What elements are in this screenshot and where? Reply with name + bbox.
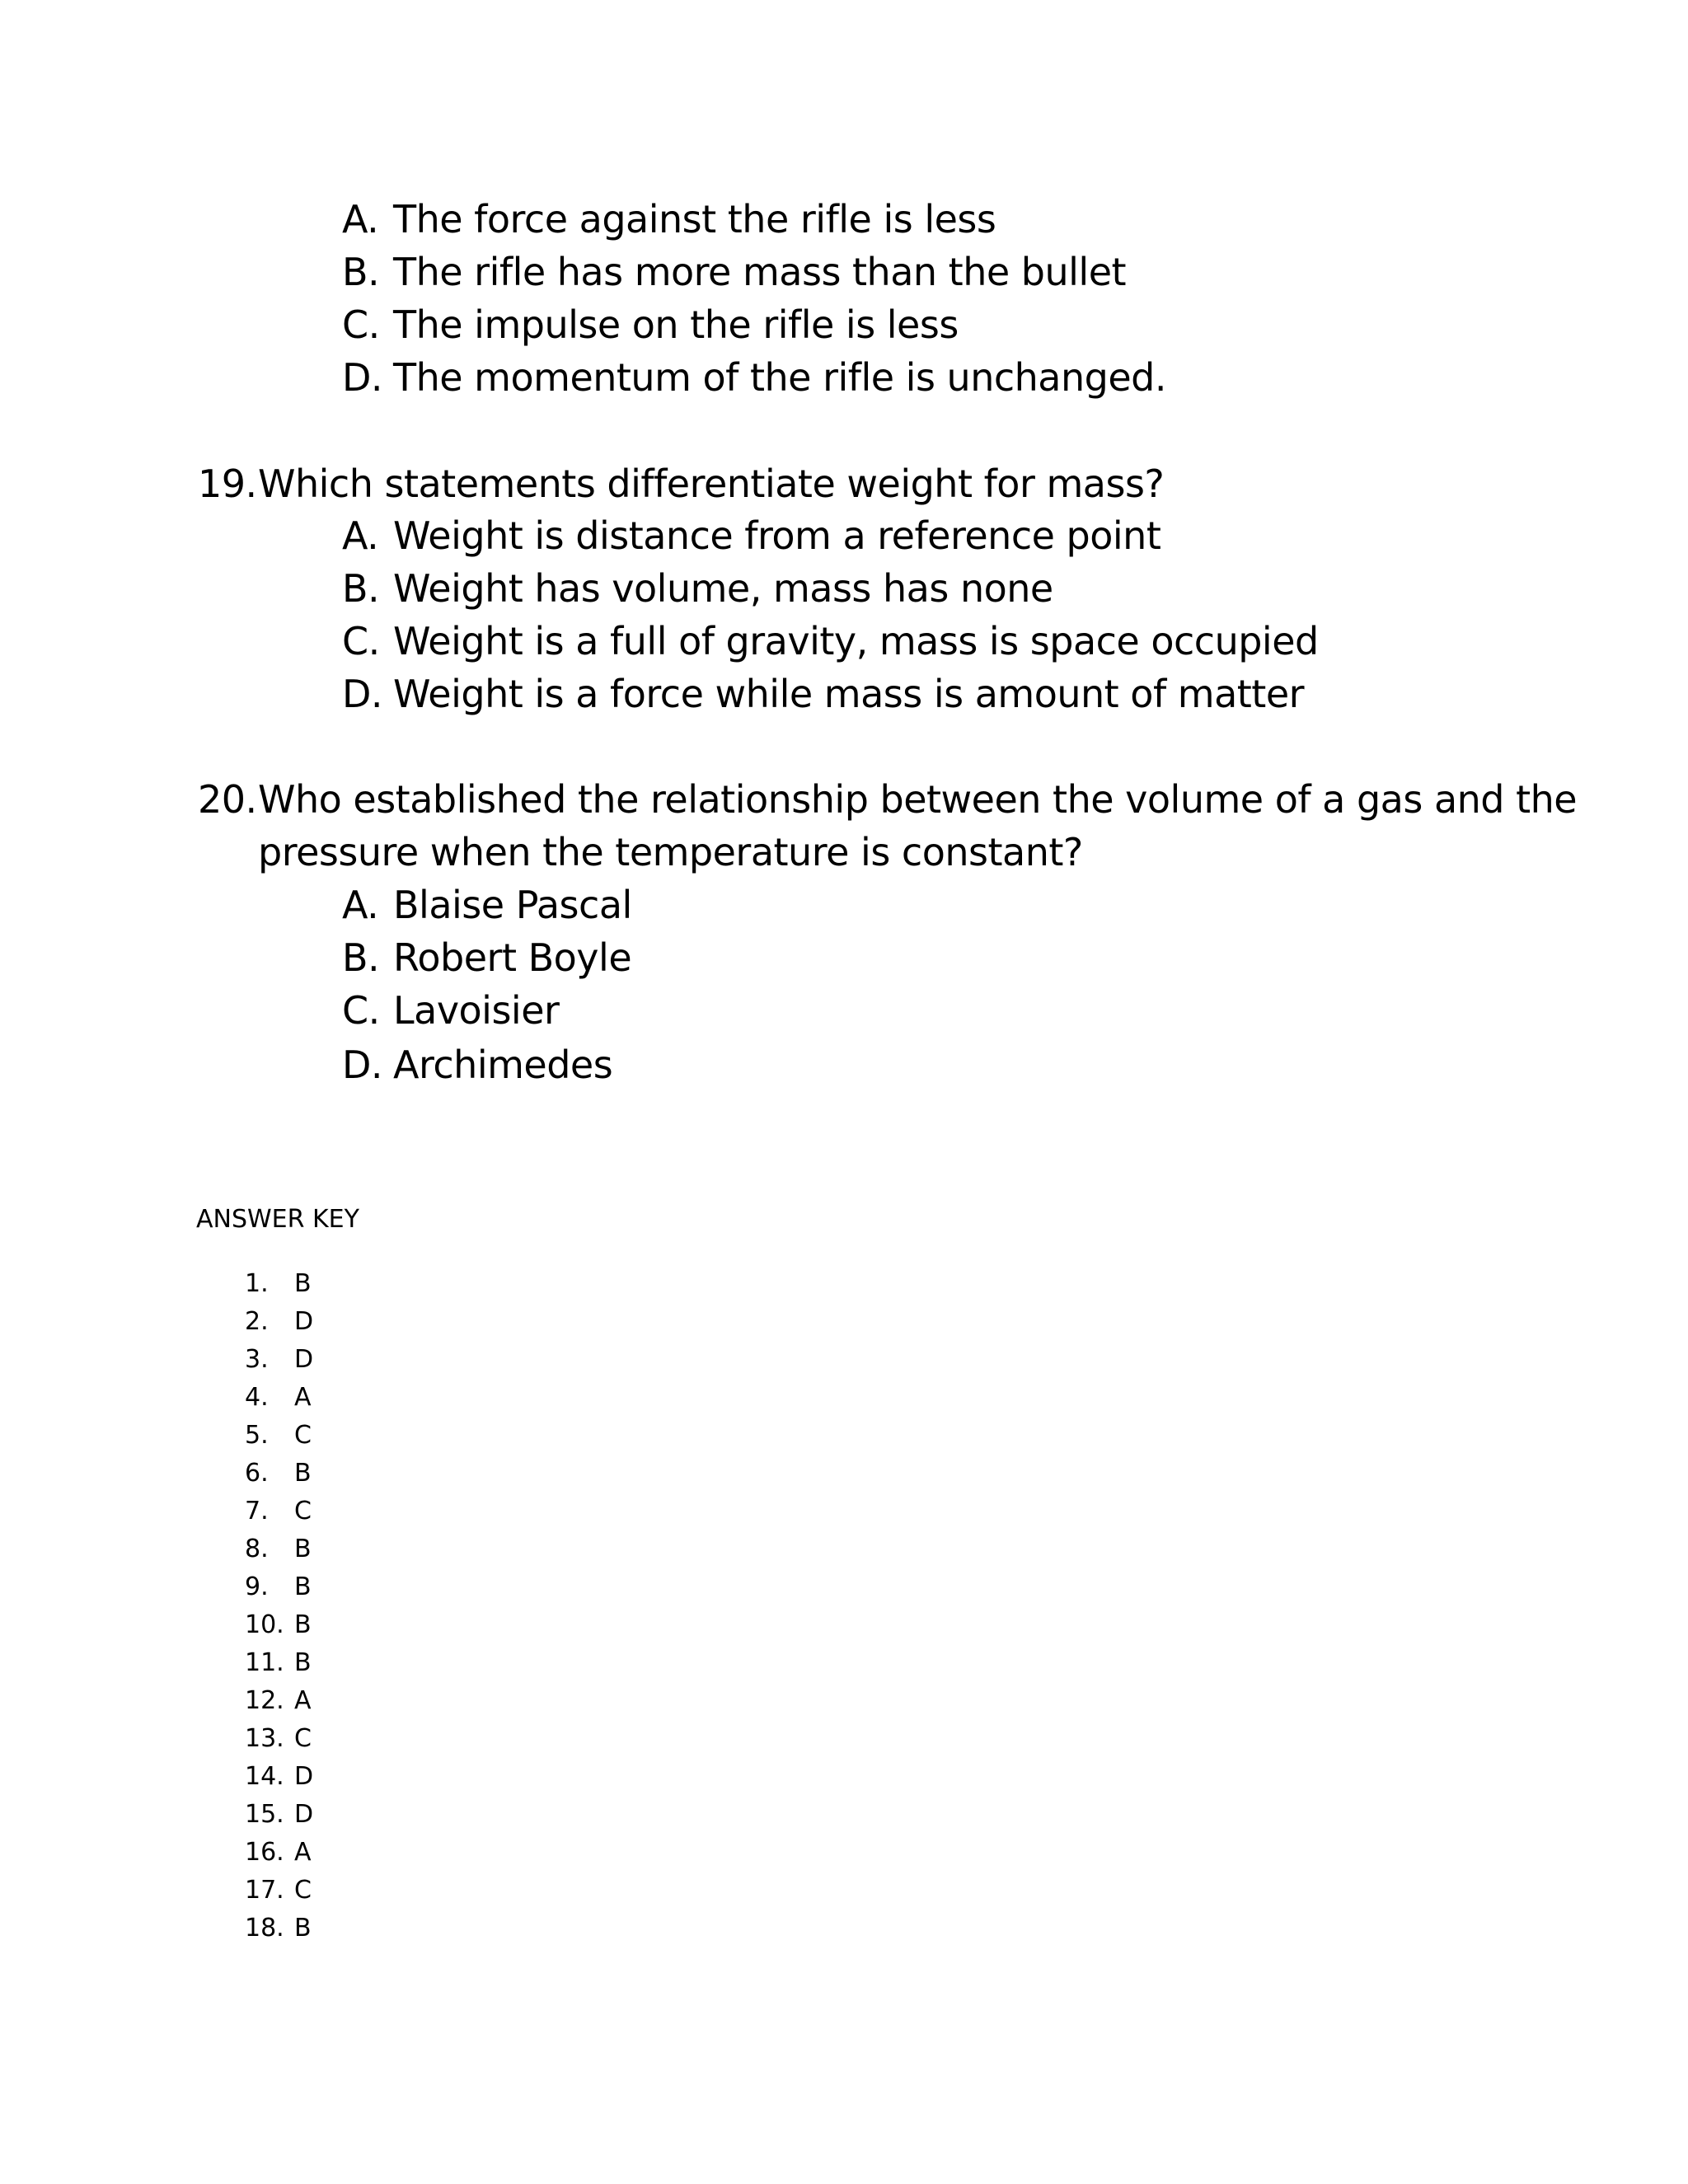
answer-key-letter: B: [294, 1610, 312, 1639]
answer-key-item: [245, 1305, 313, 1338]
answer-key-number: 9.: [245, 1572, 269, 1601]
answer-key-number: 11.: [245, 1648, 284, 1677]
answer-key-letter: C: [294, 1724, 312, 1753]
answer-key-letter: B: [294, 1269, 312, 1298]
q18-option-a: [342, 193, 996, 246]
option-letter: A.: [342, 883, 379, 927]
answer-key-item: [245, 1609, 312, 1642]
option-letter: D.: [342, 355, 383, 400]
answer-key-item: [245, 1760, 313, 1793]
q20-option-b: [342, 931, 631, 984]
answer-key-letter: C: [294, 1421, 312, 1450]
answer-key-letter: B: [294, 1572, 312, 1601]
q19-question: [198, 457, 1164, 510]
answer-key-number: 18.: [245, 1914, 284, 1943]
answer-key-letter: D: [294, 1307, 314, 1336]
option-text: The impulse on the rifle is less: [393, 302, 959, 347]
option-letter: D.: [342, 1043, 383, 1087]
option-text: The force against the rifle is less: [393, 197, 996, 241]
answer-key-letter: B: [294, 1914, 312, 1943]
q19-option-b: [342, 562, 1053, 615]
q20-question: [198, 773, 1577, 826]
answer-key-item: [245, 1343, 313, 1376]
answer-key-number: 4.: [245, 1383, 269, 1412]
option-text: Lavoisier: [393, 988, 560, 1033]
answer-key-letter: D: [294, 1762, 314, 1791]
answer-key-letter: B: [294, 1459, 312, 1488]
answer-key-letter: D: [294, 1345, 314, 1374]
answer-key-item: [245, 1836, 312, 1869]
answer-key-number: 10.: [245, 1610, 284, 1639]
answer-key-number: 3.: [245, 1345, 269, 1374]
q20-question-continued: [258, 826, 1083, 879]
answer-key-number: 16.: [245, 1838, 284, 1867]
answer-key-number: 14.: [245, 1762, 284, 1791]
option-letter: B.: [342, 566, 380, 611]
q19-option-d: [342, 668, 1304, 720]
answer-key-item: [245, 1381, 312, 1414]
option-letter: A.: [342, 197, 379, 241]
answer-key-number: 15.: [245, 1800, 284, 1829]
answer-key-number: 12.: [245, 1686, 284, 1715]
answer-key-item: [245, 1874, 312, 1907]
answer-key-item: [245, 1798, 313, 1831]
question-text: pressure when the temperature is constant?: [258, 830, 1083, 874]
answer-key-letter: D: [294, 1800, 314, 1829]
option-text: Archimedes: [393, 1043, 613, 1087]
option-letter: C.: [342, 988, 380, 1033]
answer-key-item: [245, 1268, 312, 1301]
option-text: Blaise Pascal: [393, 883, 632, 927]
answer-key-letter: B: [294, 1648, 312, 1677]
option-letter: D.: [342, 672, 383, 716]
answer-key-item: [245, 1722, 312, 1755]
q20-option-a: [342, 879, 632, 931]
question-number: 19.: [198, 462, 257, 506]
q20-option-c: [342, 984, 559, 1037]
option-letter: B.: [342, 935, 380, 980]
option-text: Robert Boyle: [393, 935, 632, 980]
answer-key-item: [245, 1419, 312, 1452]
answer-key-item: [245, 1457, 312, 1490]
option-text: Weight has volume, mass has none: [393, 566, 1053, 611]
q19-option-c: [342, 615, 1319, 668]
question-number: 20.: [198, 777, 257, 822]
option-text: Weight is a full of gravity, mass is space occupied: [393, 619, 1319, 663]
question-text: Who established the relationship between the volume of a gas and the: [258, 777, 1578, 822]
answer-key-letter: A: [294, 1383, 312, 1412]
answer-key-number: 1.: [245, 1269, 269, 1298]
answer-key-title: ANSWER KEY: [196, 1205, 359, 1234]
answer-key-item: [245, 1533, 312, 1566]
option-text: The momentum of the rifle is unchanged.: [393, 355, 1166, 400]
answer-key-letter: C: [294, 1876, 312, 1905]
answer-key-item: [245, 1912, 312, 1945]
answer-key-number: 2.: [245, 1307, 269, 1336]
option-text: Weight is a force while mass is amount of matter: [393, 672, 1305, 716]
answer-key-letter: C: [294, 1497, 312, 1526]
answer-key-item: [245, 1571, 312, 1604]
answer-key-item: [245, 1647, 312, 1680]
q19-option-a: [342, 509, 1160, 562]
answer-key-letter: A: [294, 1838, 312, 1867]
option-text: Weight is distance from a reference point: [393, 513, 1161, 558]
q18-option-b: [342, 246, 1126, 298]
option-letter: C.: [342, 302, 380, 347]
answer-key-item: [245, 1495, 312, 1528]
answer-key-number: 7.: [245, 1497, 269, 1526]
q18-option-c: [342, 298, 959, 351]
answer-key-number: 6.: [245, 1459, 269, 1488]
answer-key-letter: B: [294, 1535, 312, 1563]
answer-key-item: [245, 1685, 312, 1718]
answer-key-number: 5.: [245, 1421, 269, 1450]
answer-key-number: 17.: [245, 1876, 284, 1905]
answer-key-letter: A: [294, 1686, 312, 1715]
answer-key-number: 13.: [245, 1724, 284, 1753]
q18-option-d: [342, 351, 1166, 404]
option-letter: A.: [342, 513, 379, 558]
option-letter: C.: [342, 619, 380, 663]
option-text: The rifle has more mass than the bullet: [393, 250, 1127, 294]
question-text: Which statements differentiate weight for mass?: [258, 462, 1165, 506]
option-letter: B.: [342, 250, 380, 294]
answer-key-number: 8.: [245, 1535, 269, 1563]
q20-option-d: [342, 1038, 612, 1091]
